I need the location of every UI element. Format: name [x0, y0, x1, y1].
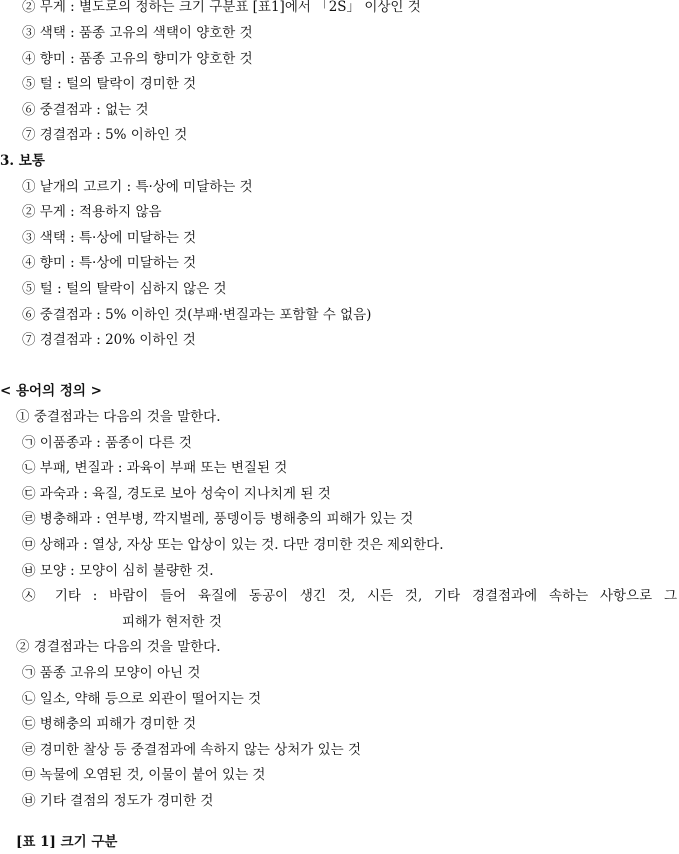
major-defect-item-shape: ㉥ 모양 : 모양이 심히 불량한 것.: [22, 563, 214, 579]
grade-top-item-hair: ⑤ 털 : 털의 탈락이 경미한 것: [22, 76, 197, 92]
minor-defect-intro: ② 경결점과는 다음의 것을 말한다.: [16, 639, 221, 655]
table-caption: [표 1] 크기 구분: [16, 834, 118, 850]
grade-normal-item-minor-defect: ⑦ 경결점과 : 20% 이하인 것: [22, 332, 196, 348]
grade-normal-item-color: ③ 색택 : 특·상에 미달하는 것: [22, 230, 197, 246]
section-heading-normal: 3. 보통: [0, 153, 45, 169]
major-defect-item-overripe: ㉢ 과숙과 : 육질, 경도로 보아 성숙이 지나치게 된 것: [22, 486, 331, 502]
minor-defect-item-shape: ㉠ 품종 고유의 모양이 아닌 것: [22, 665, 201, 681]
minor-defect-item-scratch: ㉣ 경미한 찰상 등 중결점과에 속하지 않는 상처가 있는 것: [22, 742, 362, 758]
major-defect-item-rot: ㉡ 부패, 변질과 : 과육이 부패 또는 변질된 것: [22, 460, 288, 476]
major-defect-intro: ① 중결점과는 다음의 것을 말한다.: [16, 409, 221, 425]
grade-top-item-major-defect: ⑥ 중결점과 : 없는 것: [22, 102, 149, 118]
grade-normal-item-hair: ⑤ 털 : 털의 탈락이 심하지 않은 것: [22, 281, 227, 297]
definitions-heading: < 용어의 정의 >: [0, 383, 102, 399]
grade-normal-item-uniformity: ① 낱개의 고르기 : 특·상에 미달하는 것: [22, 179, 253, 195]
major-defect-item-variety: ㉠ 이품종과 : 품종이 다른 것: [22, 435, 192, 451]
major-defect-item-other-continuation: 피해가 현저한 것: [122, 614, 222, 630]
minor-defect-item-pest: ㉢ 병해충의 피해가 경미한 것: [22, 716, 197, 732]
grade-top-item-color: ③ 색택 : 품종 고유의 색택이 양호한 것: [22, 25, 253, 41]
minor-defect-item-sunburn: ㉡ 일소, 약해 등으로 외관이 떨어지는 것: [22, 691, 262, 707]
grade-normal-item-weight: ② 무게 : 적용하지 않음: [22, 204, 162, 220]
grade-normal-item-major-defect: ⑥ 중결점과 : 5% 이하인 것(부패·변질과는 포함할 수 없음): [22, 307, 372, 323]
minor-defect-item-rust: ㉤ 녹물에 오염된 것, 이물이 붙어 있는 것: [22, 767, 266, 783]
major-defect-item-pest: ㉣ 병충해과 : 연부병, 깍지벌레, 풍뎅이등 병해충의 피해가 있는 것: [22, 511, 414, 527]
major-defect-item-other: ㉦ 기타 : 바람이 들어 육질에 동공이 생긴 것, 시든 것, 기타 경결점과에 속하는 사항으로 그: [22, 588, 677, 604]
grade-top-item-flavor: ④ 향미 : 품종 고유의 향미가 양호한 것: [22, 51, 253, 67]
grade-normal-item-flavor: ④ 향미 : 특·상에 미달하는 것: [22, 255, 197, 271]
major-defect-item-injury: ㉤ 상해과 : 열상, 자상 또는 압상이 있는 것. 다만 경미한 것은 제외한다.: [22, 537, 444, 553]
minor-defect-item-other: ㉥ 기타 결점의 정도가 경미한 것: [22, 793, 214, 809]
grade-top-item-weight: ② 무게 : 별도로의 정하는 크기 구분표 [표1]에서 「2S」 이상인 것: [22, 0, 421, 15]
grade-top-item-minor-defect: ⑦ 경결점과 : 5% 이하인 것: [22, 127, 188, 143]
